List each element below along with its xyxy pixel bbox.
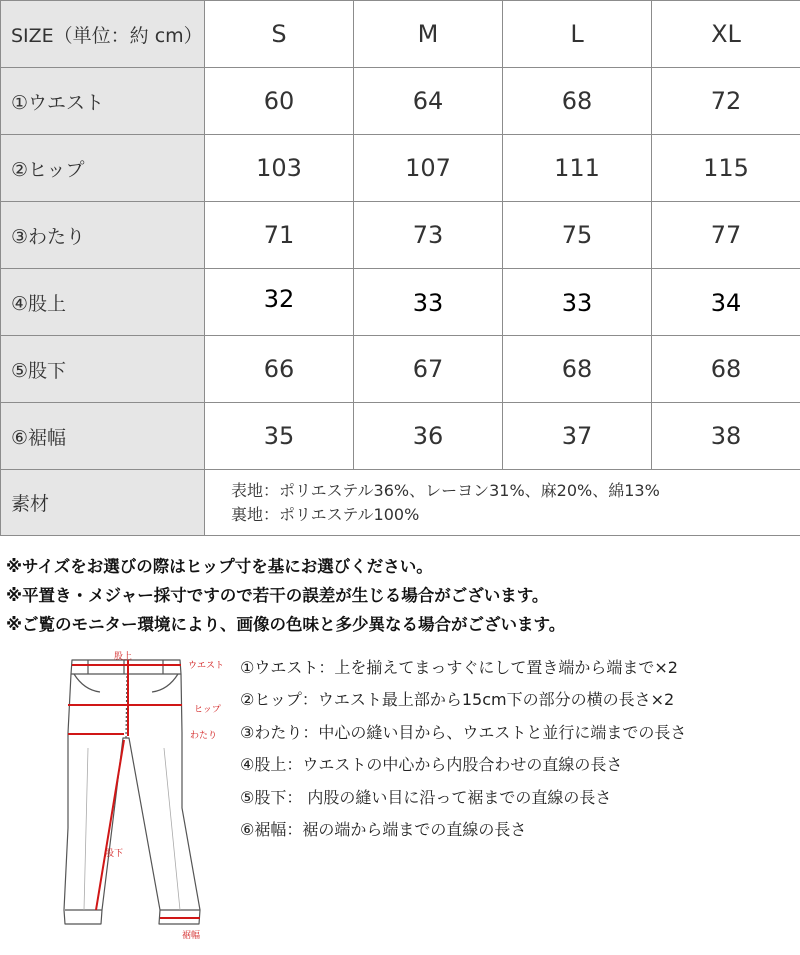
row-label-inseam: ⑤股下: [1, 336, 205, 403]
table-header-row: [1, 1, 800, 68]
table-cell: 77: [652, 202, 800, 269]
table-row: [1, 336, 800, 403]
table-row: [1, 202, 800, 269]
table-cell: 33: [503, 269, 652, 336]
pants-measurement-diagram: [50, 648, 235, 948]
row-label-thigh: ③わたり: [1, 202, 205, 269]
desc-inseam: ⑤股下： 内股の縫い目に沿って裾までの直線の長さ: [240, 787, 612, 807]
table-cell: 32: [205, 269, 354, 336]
table-cell: 103: [205, 135, 354, 202]
desc-thigh: ③わたり：中心の縫い目から、ウエストと並行に端までの長さ: [240, 722, 687, 742]
table-cell: 71: [205, 202, 354, 269]
table-cell: 33: [354, 269, 503, 336]
table-cell: 64: [354, 68, 503, 135]
table-cell: 35: [205, 403, 354, 470]
table-cell: 34: [652, 269, 800, 336]
table-cell: 68: [503, 68, 652, 135]
table-cell: 38: [652, 403, 800, 470]
desc-rise: ④股上：ウエストの中心から内股合わせの直線の長さ: [240, 755, 623, 775]
table-cell: 36: [354, 403, 503, 470]
table-cell: 68: [503, 336, 652, 403]
note-measurement-error: ※平置き・メジャー採寸ですので若干の誤差が生じる場合がございます。: [6, 586, 549, 605]
table-row: [1, 135, 800, 202]
desc-hip: ②ヒップ：ウエスト最上部から15cm下の部分の横の長さ×2: [240, 690, 675, 710]
notes: [6, 552, 796, 639]
size-unit-header: SIZE（単位：約 cm）: [1, 1, 205, 68]
table-cell: 115: [652, 135, 800, 202]
measurement-descriptions: [240, 655, 796, 849]
size-column-xl: XL: [652, 1, 800, 68]
row-label-rise: ④股上: [1, 269, 205, 336]
diagram-label-thigh: わたり: [190, 731, 218, 741]
diagram-label-hip: ヒップ: [194, 705, 221, 715]
material-lining: 裏地：ポリエステル100%: [231, 504, 420, 524]
note-size-selection: ※サイズをお選びの際はヒップ寸を基にお選びください。: [6, 557, 433, 576]
size-column-m: M: [354, 1, 503, 68]
note-monitor-color: ※ご覧のモニター環境により、画像の色味と多少異なる場合がございます。: [6, 615, 566, 634]
table-cell: 107: [354, 135, 503, 202]
size-column-l: L: [503, 1, 652, 68]
desc-hem: ⑥裾幅：裾の端から端までの直線の長さ: [240, 819, 527, 839]
table-row: [1, 403, 800, 470]
size-column-s: S: [205, 1, 354, 68]
table-cell: 111: [503, 135, 652, 202]
material-label: 素材: [1, 470, 205, 536]
row-label-hem: ⑥裾幅: [1, 403, 205, 470]
table-cell: 66: [205, 336, 354, 403]
table-cell: 68: [652, 336, 800, 403]
table-row: [1, 68, 800, 135]
material-info: [205, 470, 800, 536]
table-cell: 75: [503, 202, 652, 269]
table-cell: 60: [205, 68, 354, 135]
row-label-waist: ①ウエスト: [1, 68, 205, 135]
desc-waist: ①ウエスト：上を揃えてまっすぐにして置き端から端まで×2: [240, 658, 678, 677]
material-outer: 表地：ポリエステル36%、レーヨン31%、麻20%、綿13%: [231, 480, 660, 500]
material-row: [1, 470, 800, 536]
pants-illustration: [50, 648, 235, 948]
table-cell: 37: [503, 403, 652, 470]
table-cell: 72: [652, 68, 800, 135]
table-cell: 67: [354, 336, 503, 403]
diagram-label-waist: ウエスト: [188, 661, 225, 671]
row-label-hip: ②ヒップ: [1, 135, 205, 202]
table-row: [1, 269, 800, 336]
diagram-label-rise: 股上: [114, 652, 133, 662]
diagram-label-hem: 裾幅: [182, 931, 201, 941]
diagram-label-inseam: 股下: [105, 849, 124, 859]
table-cell: 73: [354, 202, 503, 269]
